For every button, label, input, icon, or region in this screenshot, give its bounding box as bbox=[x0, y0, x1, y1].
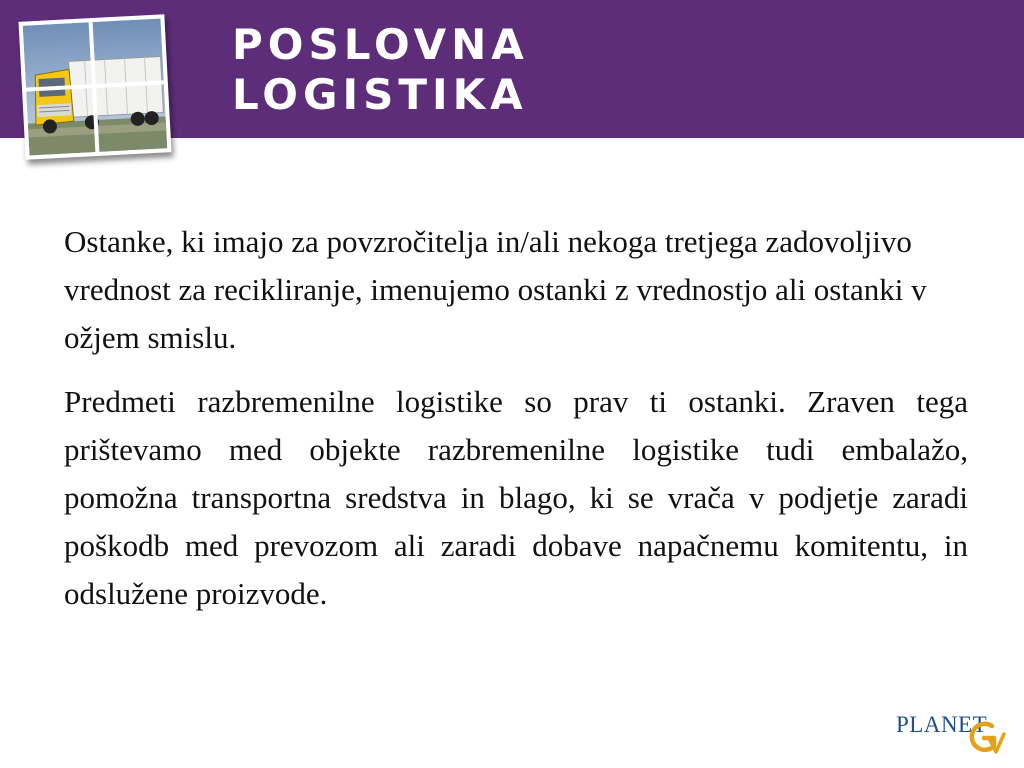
logo-text: PLANET bbox=[896, 712, 988, 737]
paragraph-2: Predmeti razbremenilne logistike so prav ti ostanki. Zraven tega prištevamo med objekte razbremenilne logistike tudi embalažo, pomožna transportna sredstva in blago, ki se vrača v podjetje zaradi poškodb med prevozom ali zaradi dobave napačnemu komitentu, in odslužene proizvode. bbox=[64, 384, 968, 611]
title-line-1: POSLOVNA bbox=[232, 20, 529, 69]
gv-mark-icon bbox=[968, 720, 1006, 756]
truck-photo bbox=[18, 14, 171, 159]
planet-gv-logo bbox=[896, 710, 1014, 758]
truck-photo-icon bbox=[23, 18, 168, 155]
paragraph-1: Ostanke, ki imajo za povzročitelja in/ali nekoga tretjega zadovoljivo vrednost za recikliranje, imenujemo ostanki z vrednostjo ali ostanki v ožjem smislu. bbox=[64, 224, 927, 355]
title-line-2: LOGISTIKA bbox=[232, 70, 528, 119]
content-body bbox=[64, 218, 968, 618]
page-title bbox=[232, 20, 529, 120]
